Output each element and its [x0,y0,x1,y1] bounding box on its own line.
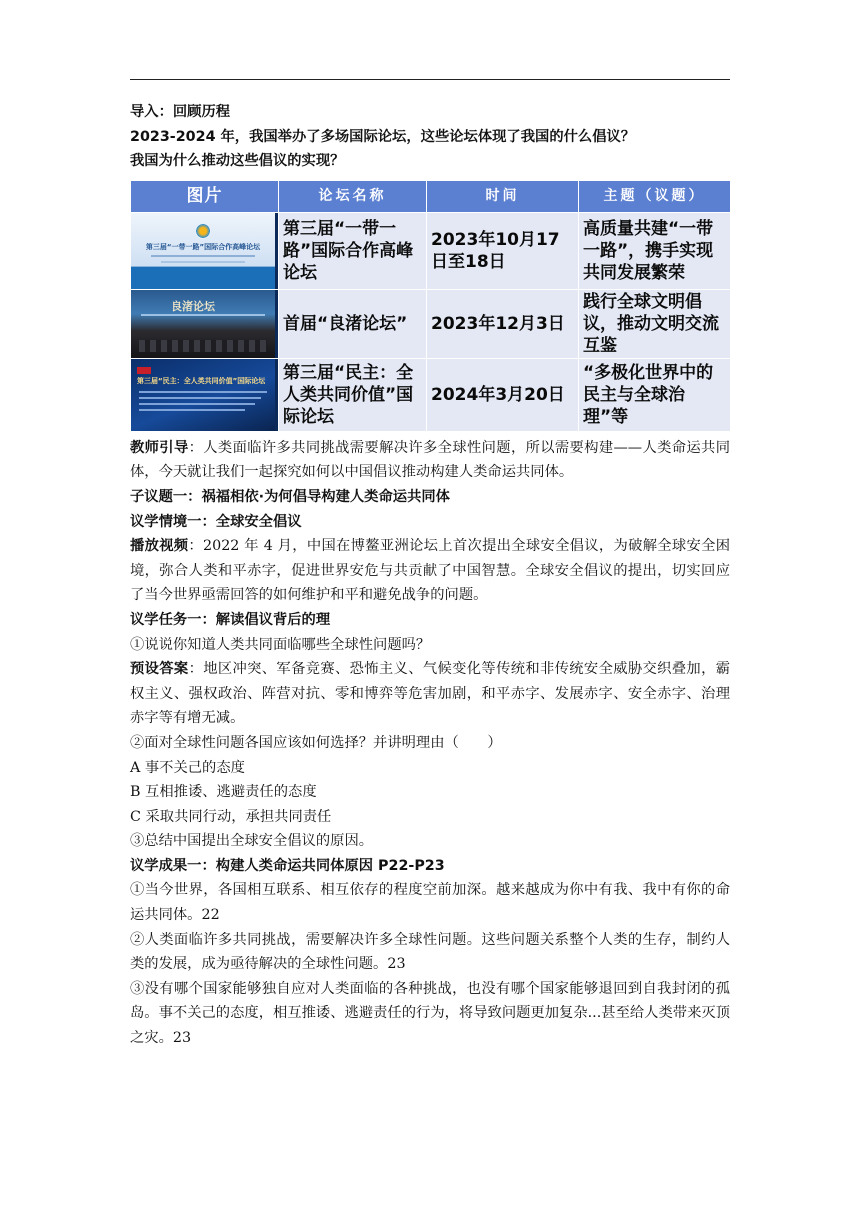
result-point-3: ③没有哪个国家能够独自应对人类面临的各种挑战，也没有哪个国家能够退回到自我封闭的孤岛。事不关己的态度，相互推诿、逃避责任的行为，将导致问题更加复杂...甚至给人类带来灭顶之灾。23 [130,980,730,1047]
header-rule [130,79,730,80]
forum-photo-belt-road [131,212,279,289]
forum-time: 2023年10月17日至18日 [427,212,579,289]
situation-heading: 议学情境一：全球安全倡议 [130,513,302,530]
intro-question-1: 2023-2024 年，我国举办了多场国际论坛，这些论坛体现了我国的什么倡议？ [130,128,636,145]
forum-logo-icon [195,223,211,239]
table-header-cell: 主题（议题） [579,180,731,212]
table-row [131,358,731,431]
answer-text: ：地区冲突、军备竞赛、恐怖主义、气候变化等传统和非传统安全威胁交织叠加，霸权主义、强权政治、阵营对抗、零和博弈等危害加剧，和平赤字、发展赤字、安全赤字、治理赤字等有增无减。 [130,661,731,727]
forum-theme: “多极化世界中的民主与全球治理”等 [579,358,731,431]
intro-heading: 导入：回顾历程 [130,104,231,120]
thumb-title: 第三届“一带一路”国际合作高峰论坛 [145,242,261,251]
table-row [131,212,731,289]
preset-answer [130,657,730,731]
question-3: ③总结中国提出全球安全倡议的原因。 [130,833,374,850]
sub-topic-heading: 子议题一：祸福相依·为何倡导构建人类命运共同体 [130,488,450,505]
document-body [130,100,730,1051]
forum-theme: 践行全球文明倡议，推动文明交流互鉴 [579,289,731,358]
result-heading: 议学成果一：构建人类命运共同体原因 P22-P23 [130,857,445,874]
thumb-title: 第三届“民主：全人类共同价值”国际论坛 [137,376,266,385]
forum-name: 第三届“一带一路”国际合作高峰论坛 [279,212,427,289]
table-header-cell: 图片 [131,180,279,212]
teacher-guide [130,436,730,485]
video-label: 播放视频 [130,538,189,555]
forum-theme: 高质量共建“一带一路”，携手实现共同发展繁荣 [579,212,731,289]
option-a: A 事不关己的态度 [130,759,245,776]
forum-table [130,180,731,432]
table-header-cell: 论坛名称 [279,180,427,212]
video-paragraph [130,534,730,608]
question-1: ①说说你知道人类共同面临哪些全球性问题吗？ [130,636,431,653]
forum-photo-liangzhu [131,289,279,358]
intro-question-2: 我国为什么推动这些倡议的实现？ [130,153,345,170]
teacher-label: 教师引导 [130,439,189,456]
result-point-1: ①当今世界，各国相互联系、相互依存的程度空前加深。越来越成为你中有我、我中有你的命运共同体。22 [130,882,730,924]
table-header-row [131,180,731,212]
task-heading: 议学任务一：解读倡议背后的理 [130,611,331,628]
option-b: B 互相推诿、逃避责任的态度 [130,784,317,801]
video-text: ：2022 年 4 月，中国在博鳌亚洲论坛上首次提出全球安全倡议，为破解全球安全困境，弥合人类和平赤字，促进世界安危与共贡献了中国智慧。全球安全倡议的提出，切实回应了当今世界亟需回答的如何维护和平和避免战争的问题。 [130,538,731,604]
question-2: ②面对全球性问题各国应该如何选择？并讲明理由（ ） [130,734,502,751]
answer-label: 预设答案 [130,661,189,678]
thumb-title: 良渚论坛 [171,299,215,313]
forum-time: 2024年3月20日 [427,358,579,431]
option-c: C 采取共同行动，承担共同责任 [130,808,332,825]
table-header-cell: 时间 [427,180,579,212]
forum-name: 首届“良渚论坛” [279,289,427,358]
forum-photo-democracy [131,358,279,431]
forum-name: 第三届“民主：全人类共同价值”国际论坛 [279,358,427,431]
forum-time: 2023年12月3日 [427,289,579,358]
result-point-2: ②人类面临许多共同挑战，需要解决许多全球性问题。这些问题关系整个人类的生存，制约人类的发展，成为亟待解决的全球性问题。23 [130,931,730,973]
table-row [131,289,731,358]
teacher-text: ：人类面临许多共同挑战需要解决许多全球性问题，所以需要构建——人类命运共同体，今天就让我们一起探究如何以中国倡议推动构建人类命运共同体。 [130,439,730,481]
